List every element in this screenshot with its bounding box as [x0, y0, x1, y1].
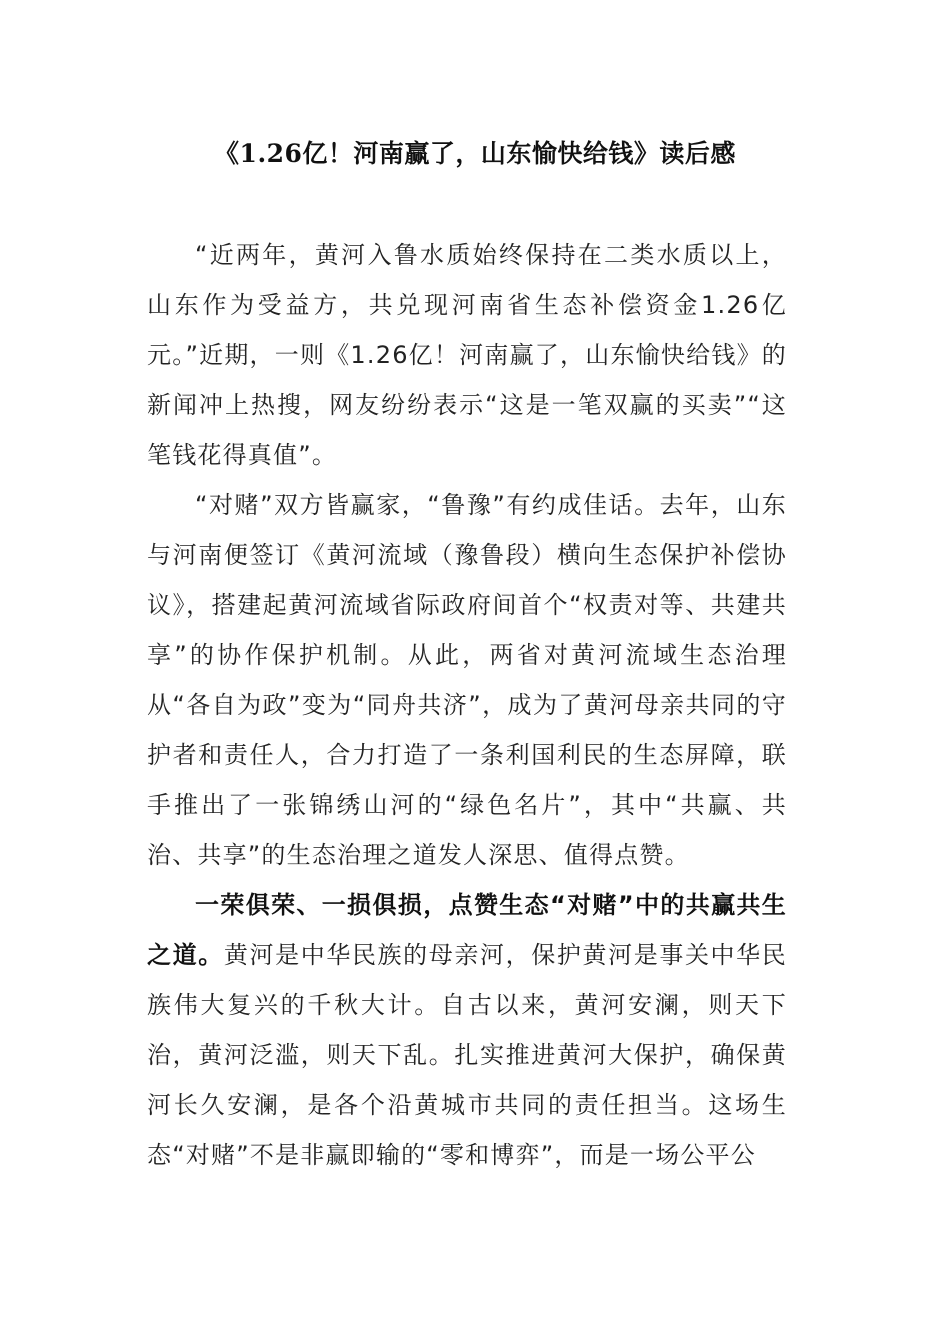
paragraph-3-text: 黄河是中华民族的母亲河，保护黄河是事关中华民族伟大复兴的千秋大计。自古以来，黄河安澜，则天下治，黄河泛滥，则天下乱。扎实推进黄河大保护，确保黄河长久安澜，是各个沿黄城市共同的责任担当。这场生态“对赌”不是非赢即输的“零和博弈”，而是一场公平公 [147, 941, 787, 1169]
paragraph-3 [147, 880, 787, 1180]
document-body [147, 230, 787, 1180]
document-title: 《1.26亿！河南赢了，山东愉快给钱》读后感 [214, 139, 736, 168]
paragraph-3-lead: 一荣俱荣、一损俱损，点赞生态“对赌”中的共赢共生之道。 [147, 891, 787, 969]
paragraph-2-text: “对赌”双方皆赢家，“鲁豫”有约成佳话。去年，山东与河南便签订《黄河流域（豫鲁段）横向生态保护补偿协议》，搭建起黄河流域省际政府间首个“权责对等、共建共享”的协作保护机制。从此，两省对黄河流域生态治理从“各自为政”变为“同舟共济”，成为了黄河母亲共同的守护者和责任人，合力打造了一条利国利民的生态屏障，联手推出了一张锦绣山河的“绿色名片”，其中“共赢、共治、共享”的生态治理之道发人深思、值得点赞。 [147, 491, 787, 869]
paragraph-1 [147, 230, 787, 480]
paragraph-2 [147, 480, 787, 880]
paragraph-1-text: “近两年，黄河入鲁水质始终保持在二类水质以上，山东作为受益方，共兑现河南省生态补偿资金1.26亿元。”近期，一则《1.26亿！河南赢了，山东愉快给钱》的新闻冲上热搜，网友纷纷表示“这是一笔双赢的买卖”“这笔钱花得真值”。 [147, 241, 787, 469]
